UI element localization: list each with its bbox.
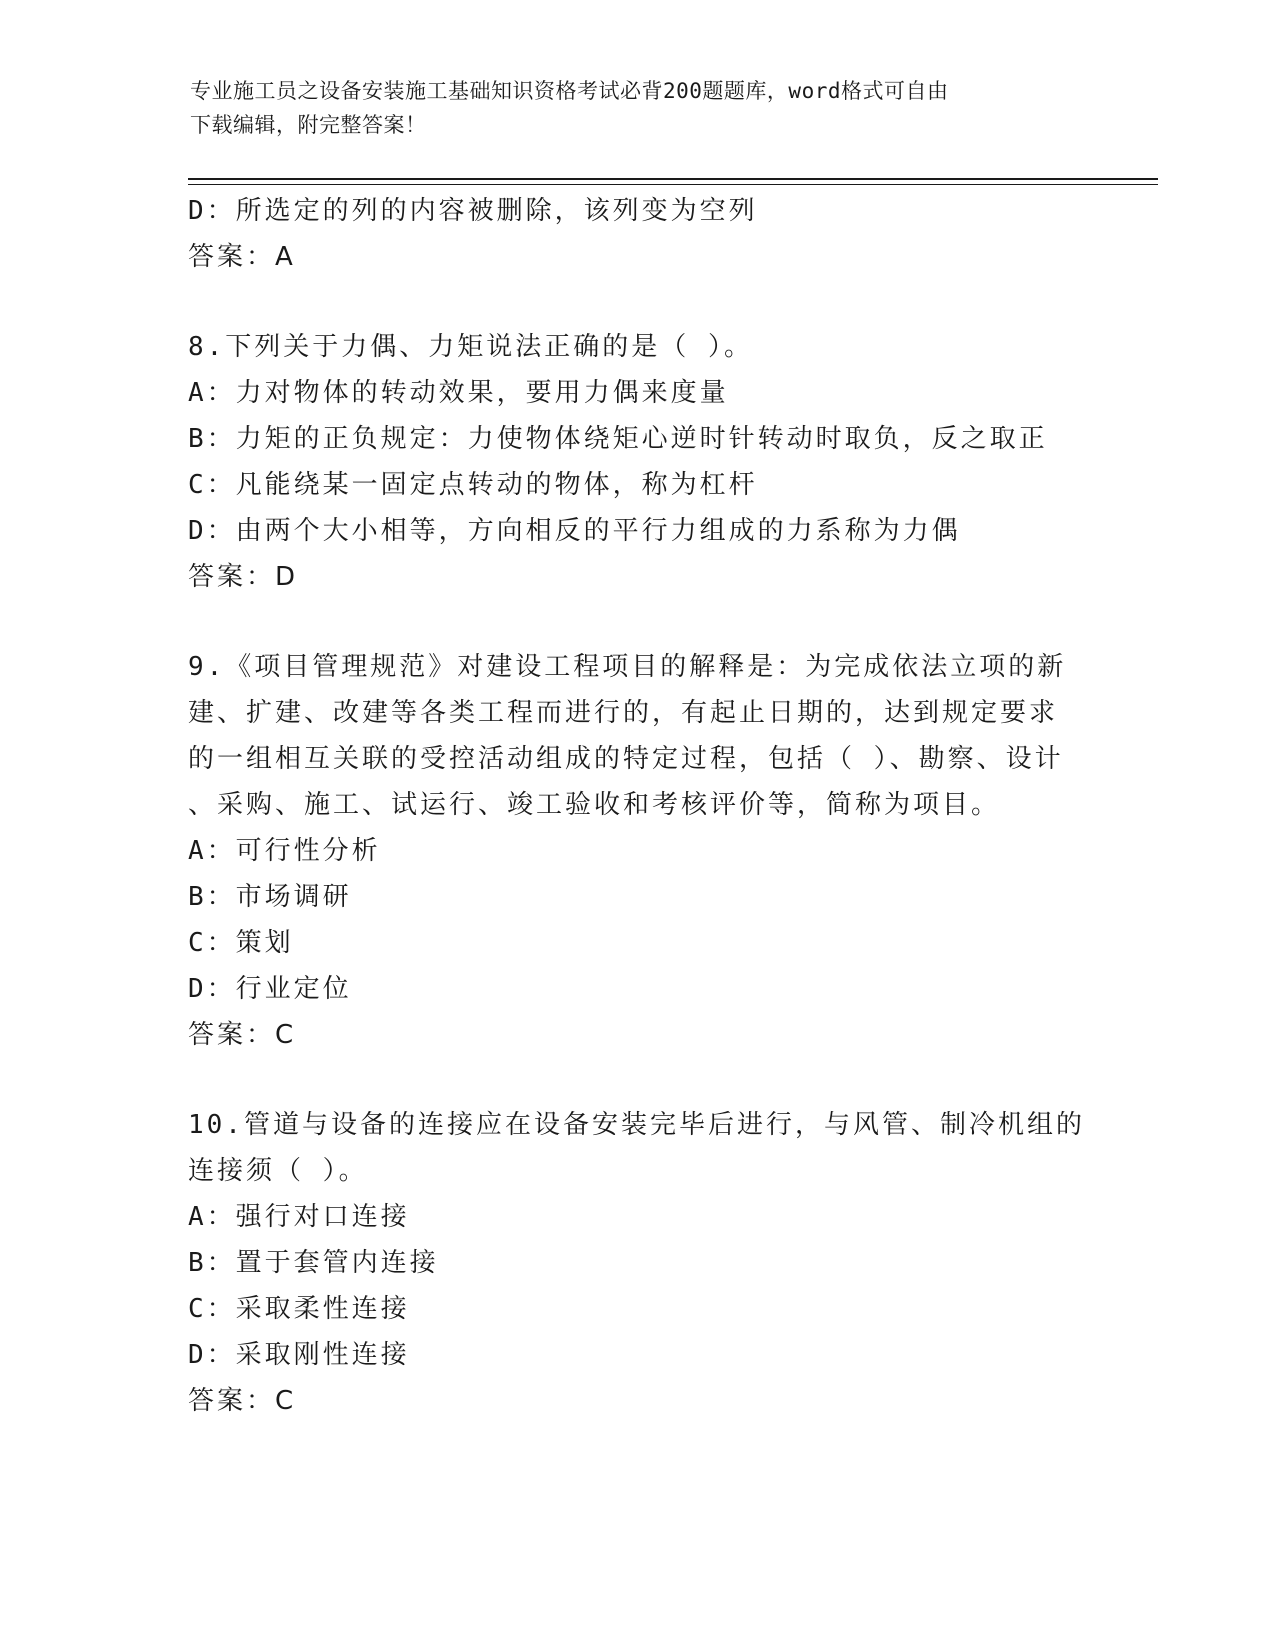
option-d: D：采取刚性连接 (188, 1340, 410, 1370)
header-line-2: 下载编辑，附完整答案！ (190, 113, 427, 137)
spacer (188, 280, 1088, 324)
answer-line: 答案：C (188, 1020, 297, 1050)
question-stem-line: 的一组相互关联的受控活动组成的特定过程，包括（ ）、勘察、设计 (188, 744, 1064, 774)
document-header (190, 74, 1090, 142)
header-rule-thick (188, 178, 1158, 180)
question-9 (188, 644, 1088, 1058)
question-fragment (188, 188, 1088, 280)
option-d: D：所选定的列的内容被删除，该列变为空列 (188, 196, 758, 226)
spacer (188, 1058, 1088, 1102)
question-stem-line: 10.管道与设备的连接应在设备安装完毕后进行，与风管、制冷机组的 (188, 1110, 1085, 1140)
option-a: A：力对物体的转动效果，要用力偶来度量 (188, 378, 729, 408)
option-d: D：由两个大小相等，方向相反的平行力组成的力系称为力偶 (188, 516, 961, 546)
answer-line: 答案：D (188, 562, 299, 592)
question-stem-line: 建、扩建、改建等各类工程而进行的，有起止日期的，达到规定要求 (188, 698, 1059, 728)
question-stem-line: 9.《项目管理规范》对建设工程项目的解释是：为完成依法立项的新 (188, 652, 1067, 682)
question-8 (188, 324, 1088, 600)
option-a: A：强行对口连接 (188, 1202, 410, 1232)
option-b: B：市场调研 (188, 882, 352, 912)
document-body (188, 188, 1088, 1424)
question-stem-line: 连接须（ ）。 (188, 1156, 368, 1186)
option-b: B：置于套管内连接 (188, 1248, 439, 1278)
option-b: B：力矩的正负规定：力使物体绕矩心逆时针转动时取负，反之取正 (188, 424, 1048, 454)
option-c: C：策划 (188, 928, 294, 958)
option-c: C：凡能绕某一固定点转动的物体，称为杠杆 (188, 470, 758, 500)
question-stem: 8.下列关于力偶、力矩说法正确的是（ ）。 (188, 332, 753, 362)
option-d: D：行业定位 (188, 974, 352, 1004)
option-c: C：采取柔性连接 (188, 1294, 410, 1324)
answer-line: 答案：C (188, 1386, 297, 1416)
header-rule-thin (188, 184, 1158, 185)
answer-line: 答案：A (188, 242, 296, 272)
header-line-1: 专业施工员之设备安装施工基础知识资格考试必背200题题库，word格式可自由 (190, 79, 949, 103)
question-10 (188, 1102, 1088, 1424)
option-a: A：可行性分析 (188, 836, 381, 866)
question-stem-line: 、采购、施工、试运行、竣工验收和考核评价等，简称为项目。 (188, 790, 1001, 820)
spacer (188, 600, 1088, 644)
